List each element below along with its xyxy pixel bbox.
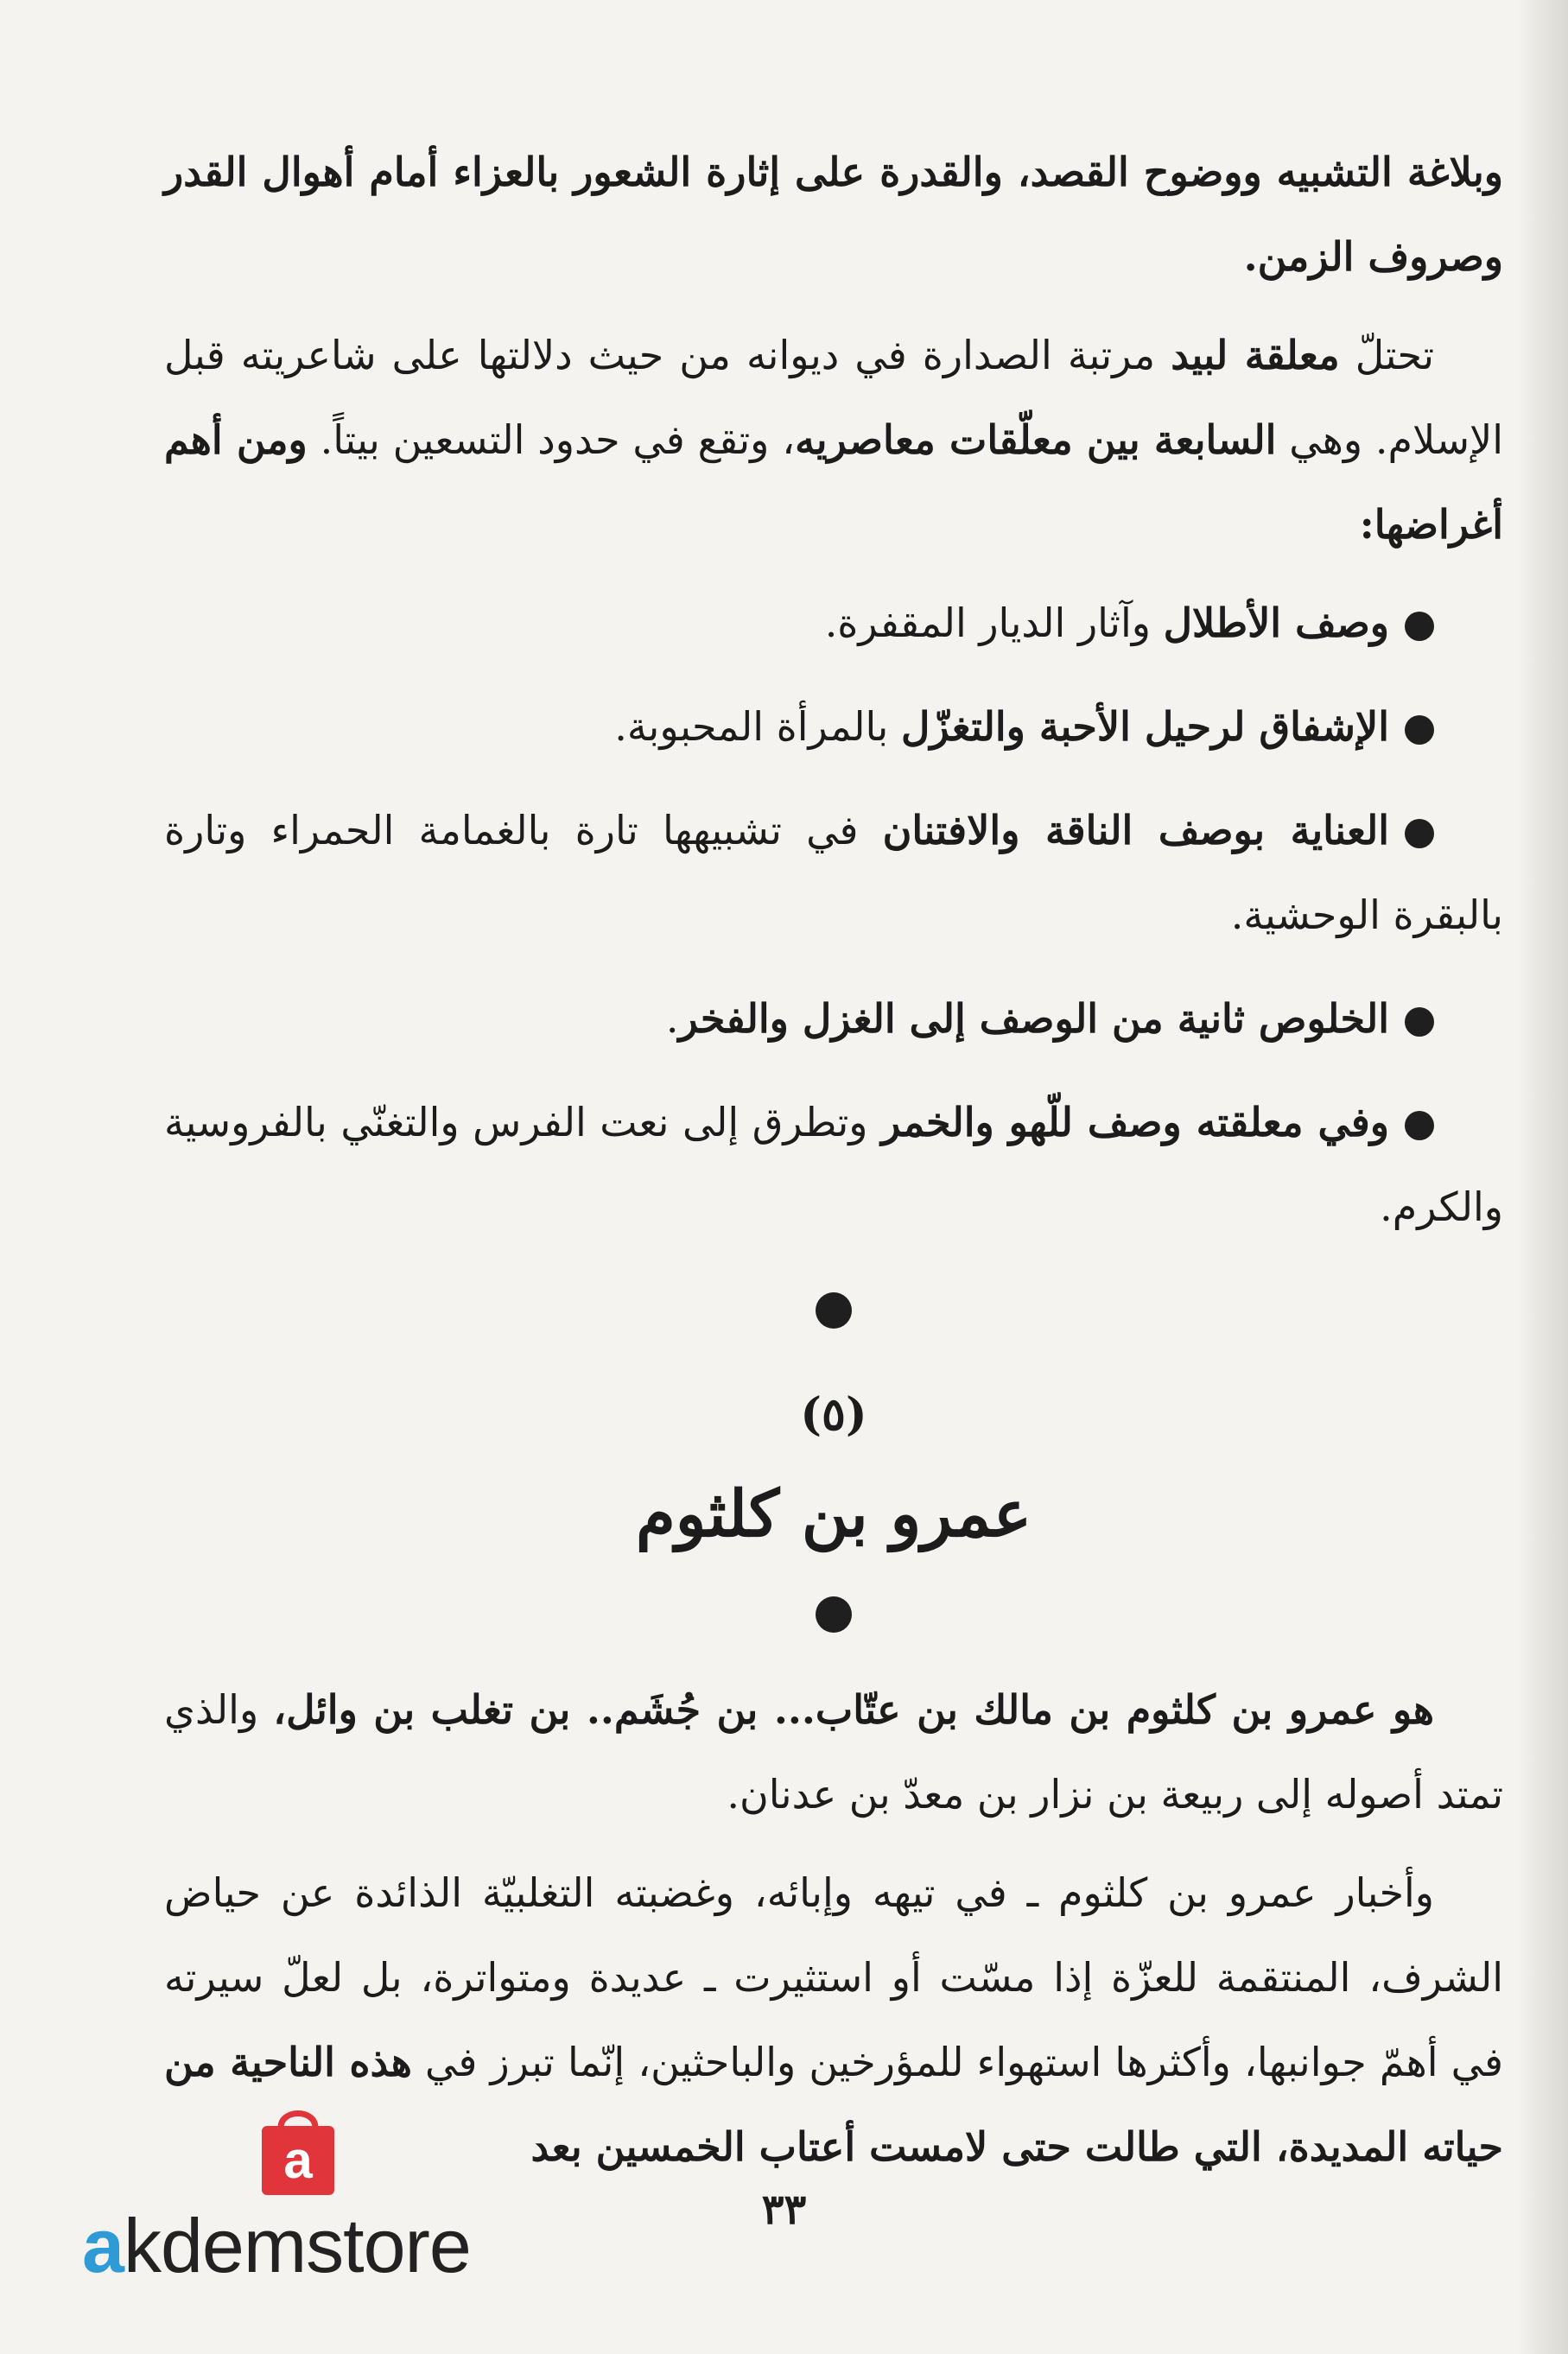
list-item [164, 581, 1503, 665]
bullet-icon [1405, 819, 1434, 848]
book-page [164, 130, 1503, 2203]
labid-bold-1: معلقة لبيد [1171, 332, 1340, 378]
paragraph-lineage [164, 1667, 1503, 1837]
labid-text-2: مرتبة الصدارة في ديوانه من حيث دلالتها على شاعريته قبل الإسلام. وهي [164, 332, 1503, 463]
list-item-text: وآثار الديار المقفرة. [824, 600, 1164, 646]
list-item [164, 684, 1503, 769]
list-item-bold: وصف الأطلال [1163, 600, 1389, 646]
bullet-icon [1405, 612, 1434, 641]
list-item-text: في تشبيهها تارة بالغمامة الحمراء وتارة بالبقرة الوحشية. [164, 807, 1503, 938]
list-item-text: بالمرأة المحبوبة. [614, 703, 901, 750]
labid-text-3: ، وتقع في حدود التسعين بيتاً. [307, 416, 796, 463]
bullet-icon [1405, 1111, 1434, 1140]
list-item-bold: العناية بوصف الناقة والافتنان [882, 807, 1390, 853]
watermark-logo [82, 2103, 566, 2294]
brand-name-rest: kdemstore [123, 2203, 471, 2288]
labid-bold-2: السابعة بين معلّقات معاصريه [795, 416, 1277, 463]
list-item [164, 1080, 1503, 1249]
biography-text: وأخبار عمرو بن كلثوم ـ في تيهه وإبائه، وغضبته التغلبيّة الذائدة عن حياض الشرف، المنتقمة للعزّة إذا مسّت أو استثيرت ـ عديدة ومتواترة، بل لعلّ سيرته في أهمّ جوانبها، وأكثرها استهواء للمؤرخين والباحثين، إنّما تبرز في [164, 1869, 1503, 2085]
lineage-text: والذي تمتد أصوله إلى ربيعة بن نزار بن معدّ بن عدنان. [164, 1686, 1503, 1818]
list-item-text: وتطرق إلى نعت الفرس والتغنّي بالفروسية والكرم. [164, 1099, 1503, 1230]
list-item-bold: الخلوص ثانية من الوصف إلى الغزل والفخر [678, 995, 1389, 1042]
list-item-text: . [665, 995, 679, 1042]
bag-letter: a [283, 2131, 313, 2189]
shopping-bag-icon [255, 2103, 341, 2197]
section-number: (٥) [800, 1388, 867, 1441]
lineage-bold: هو عمرو بن كلثوم بن مالك بن عتّاب... بن جُشَم.. بن تغلب بن وائل، [273, 1686, 1434, 1733]
page-number: ٣٣ [761, 2186, 807, 2234]
paragraph-intro [164, 130, 1503, 299]
list-item-bold: وفي معلقته وصف للّهو والخمر [881, 1099, 1389, 1145]
section-title: عمرو بن كلثوم [635, 1477, 1032, 1551]
brand-name-a: a [82, 2203, 124, 2288]
labid-text-1: تحتلّ [1339, 332, 1434, 378]
biography-bold: هذه الناحية من حياته المديدة، التي طالت حتى لامست أعتاب الخمسين بعد [164, 2039, 1503, 2170]
bullet-icon [1405, 1007, 1434, 1037]
paragraph-intro-text: وبلاغة التشبيه ووضوح القصد، والقدرة على إثارة الشعور بالعزاء أمام أهوال القدر وصروف الزمن. [164, 149, 1503, 280]
page-edge-shadow [1516, 0, 1568, 2354]
themes-list [164, 581, 1503, 1249]
list-item [164, 976, 1503, 1061]
paragraph-labid [164, 313, 1503, 567]
section-divider-dot-icon [816, 1596, 852, 1633]
bullet-icon [1405, 715, 1434, 745]
section-divider-dot-icon [816, 1292, 852, 1329]
brand-name [82, 2203, 566, 2289]
list-item [164, 788, 1503, 957]
list-item-bold: الإشفاق لرحيل الأحبة والتغزّل [900, 703, 1389, 750]
labid-bold-3: ومن أهم أغراضها: [164, 416, 1503, 548]
